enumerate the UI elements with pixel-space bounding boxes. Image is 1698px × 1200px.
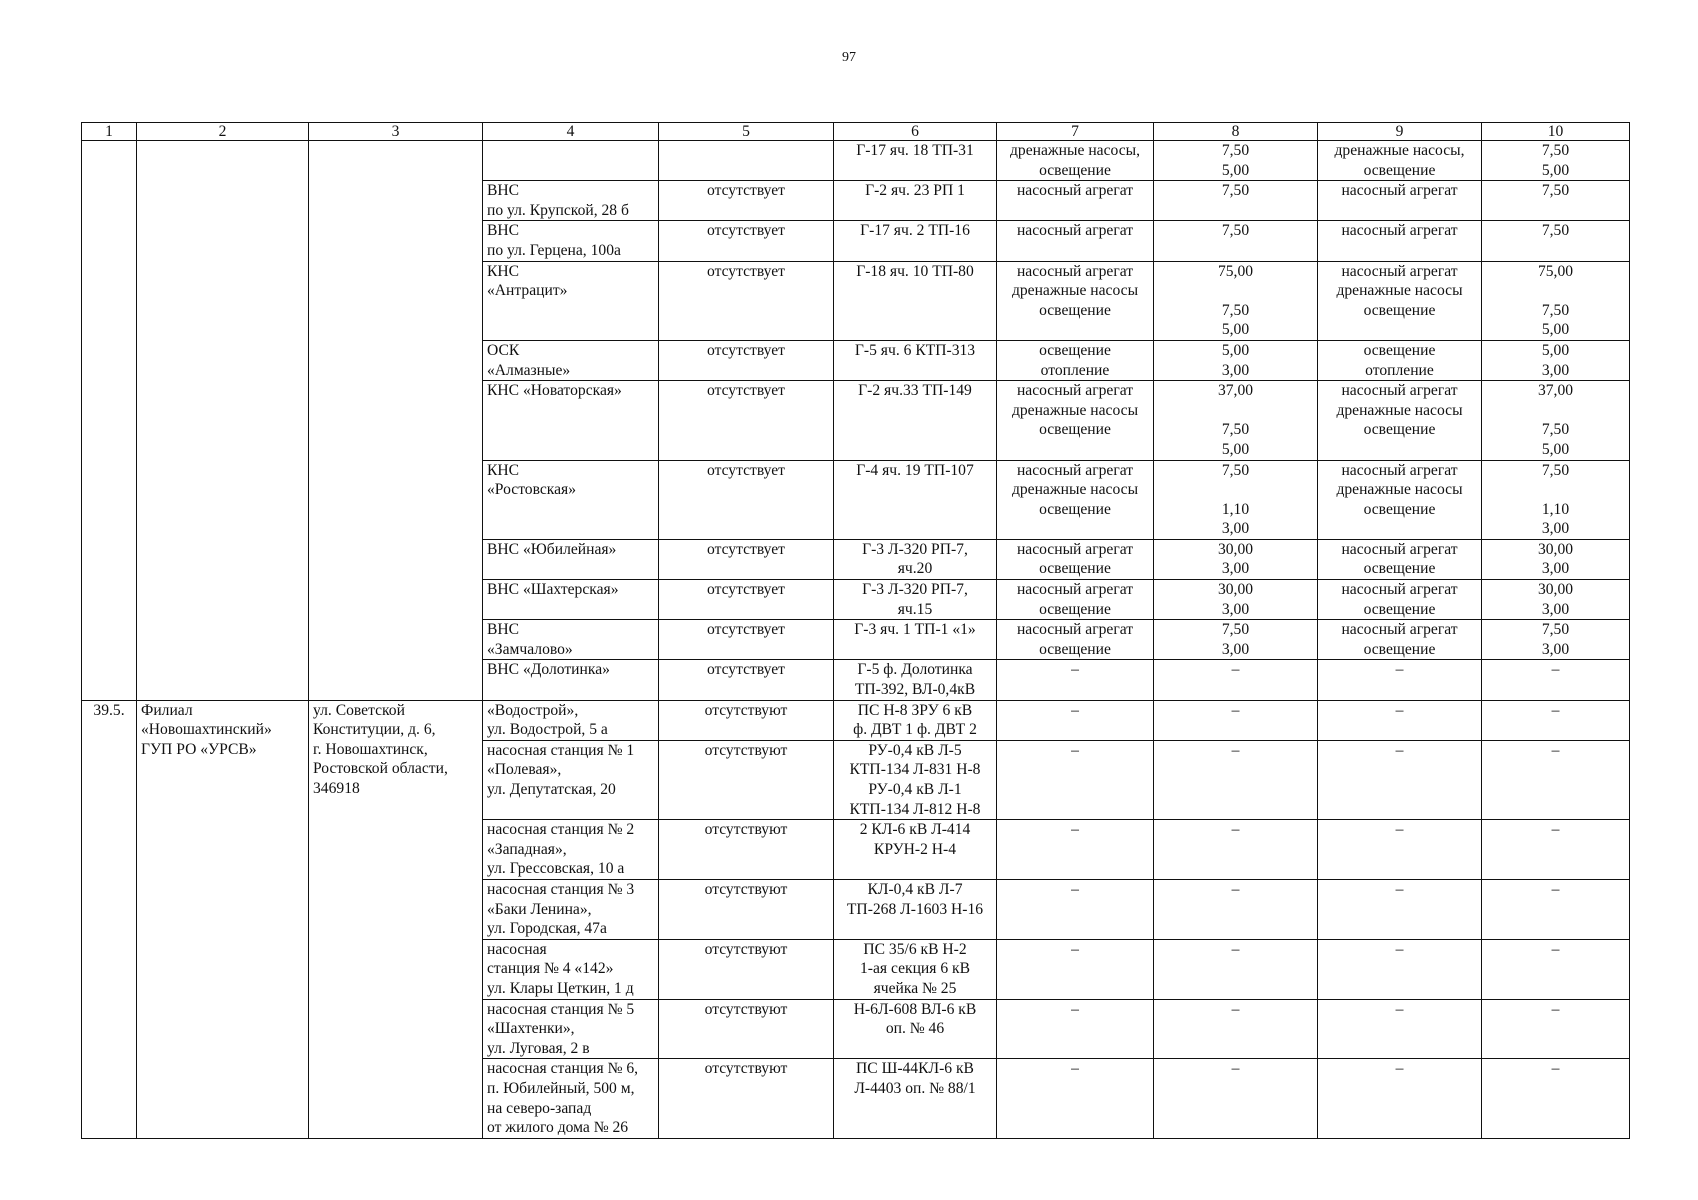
connection-point-cell: 2 КЛ-6 кВ Л-414 КРУН-2 Н-4 <box>834 820 997 880</box>
column-header-10: 10 <box>1482 123 1630 141</box>
connection-point-cell: Г-3 яч. 1 ТП-1 «1» <box>834 620 997 660</box>
equipment-cell: насосный агрегат дренажные насосы освещение <box>997 460 1154 539</box>
dash-cell: – <box>997 820 1154 880</box>
availability-cell: отсутствуют <box>659 1059 834 1138</box>
equipment-cell: насосный агрегат дренажные насосы освещение <box>1318 460 1482 539</box>
equipment-cell: насосный агрегат дренажные насосы освещение <box>997 261 1154 340</box>
dash-cell: – <box>997 1059 1154 1138</box>
column-header-8: 8 <box>1154 123 1318 141</box>
column-header-1: 1 <box>82 123 137 141</box>
column-header-2: 2 <box>137 123 309 141</box>
power-cell: 7,50 5,00 <box>1482 141 1630 181</box>
equipment-cell: насосный агрегат освещение <box>1318 580 1482 620</box>
dash-cell: – <box>1318 999 1482 1059</box>
dash-cell: – <box>1154 1059 1318 1138</box>
dash-cell: – <box>1154 939 1318 999</box>
equipment-cell: освещение отопление <box>997 340 1154 380</box>
equipment-cell: освещение отопление <box>1318 340 1482 380</box>
equipment-cell: дренажные насосы, освещение <box>1318 141 1482 181</box>
dash-cell: – <box>1318 879 1482 939</box>
object-name-cell: ВНС «Шахтерская» <box>483 580 659 620</box>
equipment-cell: насосный агрегат дренажные насосы освещение <box>997 381 1154 460</box>
connection-point-cell: Н-6Л-608 ВЛ-6 кВ оп. № 46 <box>834 999 997 1059</box>
page-number: 97 <box>842 50 856 65</box>
connection-point-cell: ПС Ш-44КЛ-6 кВ Л-4403 оп. № 88/1 <box>834 1059 997 1138</box>
dash-cell: – <box>1154 700 1318 740</box>
connection-point-cell: Г-5 яч. 6 КТП-313 <box>834 340 997 380</box>
equipment-cell: насосный агрегат освещение <box>1318 620 1482 660</box>
column-header-row <box>82 123 1630 141</box>
availability-cell: отсутствует <box>659 660 834 700</box>
dash-cell: – <box>1318 740 1482 819</box>
empty-cell-col1 <box>82 141 137 701</box>
object-name-cell: насосная станция № 5 «Шахтенки», ул. Луговая, 2 в <box>483 999 659 1059</box>
availability-cell: отсутствует <box>659 261 834 340</box>
connection-point-cell: ПС 35/6 кВ Н-2 1-ая секция 6 кВ ячейка № 25 <box>834 939 997 999</box>
object-name-cell: «Водострой», ул. Водострой, 5 а <box>483 700 659 740</box>
power-cell: 30,00 3,00 <box>1154 580 1318 620</box>
empty-cell-col2 <box>137 141 309 701</box>
power-cell: 7,50 1,10 3,00 <box>1482 460 1630 539</box>
power-cell: 75,00 7,50 5,00 <box>1482 261 1630 340</box>
object-name-cell: ВНС по ул. Герцена, 100а <box>483 221 659 261</box>
availability-cell: отсутствует <box>659 620 834 660</box>
power-cell: 37,00 7,50 5,00 <box>1154 381 1318 460</box>
power-cell: 30,00 3,00 <box>1154 539 1318 579</box>
equipment-cell: насосный агрегат освещение <box>997 539 1154 579</box>
branch-number-cell: 39.5. <box>82 700 137 1138</box>
power-cell: 5,00 3,00 <box>1154 340 1318 380</box>
availability-cell: отсутствуют <box>659 939 834 999</box>
availability-cell: отсутствуют <box>659 740 834 819</box>
power-cell: 5,00 3,00 <box>1482 340 1630 380</box>
power-cell: – <box>1482 660 1630 700</box>
object-name-cell: ВНС «Замчалово» <box>483 620 659 660</box>
connection-point-cell: Г-5 ф. Долотинка ТП-392, ВЛ-0,4кВ <box>834 660 997 700</box>
equipment-cell: – <box>997 660 1154 700</box>
dash-cell: – <box>1154 879 1318 939</box>
power-cell: 7,50 5,00 <box>1154 141 1318 181</box>
power-cell: – <box>1154 660 1318 700</box>
power-cell: 7,50 <box>1482 181 1630 221</box>
equipment-cell: насосный агрегат дренажные насосы освещение <box>1318 381 1482 460</box>
connection-point-cell: Г-3 Л-320 РП-7, яч.20 <box>834 539 997 579</box>
equipment-cell: насосный агрегат освещение <box>997 580 1154 620</box>
object-name-cell: насосная станция № 4 «142» ул. Клары Цеткин, 1 д <box>483 939 659 999</box>
connection-point-cell: Г-3 Л-320 РП-7, яч.15 <box>834 580 997 620</box>
object-name-cell: ВНС «Долотинка» <box>483 660 659 700</box>
connection-point-cell: РУ-0,4 кВ Л-5 КТП-134 Л-831 Н-8 РУ-0,4 кВ Л-1 КТП-134 Л-812 Н-8 <box>834 740 997 819</box>
object-name-cell: ОСК «Алмазные» <box>483 340 659 380</box>
availability-cell: отсутствуют <box>659 999 834 1059</box>
connection-point-cell: Г-17 яч. 2 ТП-16 <box>834 221 997 261</box>
connection-point-cell: КЛ-0,4 кВ Л-7 ТП-268 Л-1603 Н-16 <box>834 879 997 939</box>
dash-cell: – <box>997 740 1154 819</box>
object-name-cell: КНС «Ростовская» <box>483 460 659 539</box>
dash-cell: – <box>1154 999 1318 1059</box>
dash-cell: – <box>1482 820 1630 880</box>
power-cell: 7,50 <box>1482 221 1630 261</box>
column-header-5: 5 <box>659 123 834 141</box>
object-name-cell: насосная станция № 2 «Западная», ул. Грессовская, 10 а <box>483 820 659 880</box>
object-name-cell: КНС «Новаторская» <box>483 381 659 460</box>
connection-point-cell: Г-17 яч. 18 ТП-31 <box>834 141 997 181</box>
dash-cell: – <box>1482 740 1630 819</box>
dash-cell: – <box>1482 879 1630 939</box>
empty-cell-col3 <box>309 141 483 701</box>
branch-name-cell: Филиал «Новошахтинский» ГУП РО «УРСВ» <box>137 700 309 1138</box>
availability-cell: отсутствует <box>659 539 834 579</box>
object-name-cell: насосная станция № 3 «Баки Ленина», ул. Городская, 47а <box>483 879 659 939</box>
equipment-cell: дренажные насосы, освещение <box>997 141 1154 181</box>
dash-cell: – <box>1154 740 1318 819</box>
connection-point-cell: Г-2 яч.33 ТП-149 <box>834 381 997 460</box>
equipment-cell: насосный агрегат <box>997 181 1154 221</box>
dash-cell: – <box>1482 1059 1630 1138</box>
dash-cell: – <box>1318 700 1482 740</box>
object-name-cell: ВНС по ул. Крупской, 28 б <box>483 181 659 221</box>
equipment-cell: насосный агрегат дренажные насосы освещение <box>1318 261 1482 340</box>
power-cell: 7,50 <box>1154 181 1318 221</box>
dash-cell: – <box>1482 939 1630 999</box>
column-header-3: 3 <box>309 123 483 141</box>
power-cell: 30,00 3,00 <box>1482 539 1630 579</box>
column-header-4: 4 <box>483 123 659 141</box>
availability-cell <box>659 141 834 181</box>
dash-cell: – <box>1482 999 1630 1059</box>
table-row <box>82 141 1630 181</box>
power-cell: 7,50 3,00 <box>1482 620 1630 660</box>
availability-cell: отсутствует <box>659 580 834 620</box>
equipment-cell: насосный агрегат освещение <box>1318 539 1482 579</box>
power-cell: 7,50 <box>1154 221 1318 261</box>
dash-cell: – <box>997 999 1154 1059</box>
equipment-cell: насосный агрегат <box>1318 181 1482 221</box>
power-cell: 37,00 7,50 5,00 <box>1482 381 1630 460</box>
availability-cell: отсутствует <box>659 340 834 380</box>
equipment-cell: насосный агрегат <box>1318 221 1482 261</box>
connection-point-cell: Г-2 яч. 23 РП 1 <box>834 181 997 221</box>
dash-cell: – <box>997 939 1154 999</box>
object-name-cell: насосная станция № 6, п. Юбилейный, 500 м, на северо-запад от жилого дома № 26 <box>483 1059 659 1138</box>
dash-cell: – <box>997 700 1154 740</box>
equipment-cell: насосный агрегат <box>997 221 1154 261</box>
dash-cell: – <box>997 879 1154 939</box>
object-name-cell <box>483 141 659 181</box>
table-row <box>82 700 1630 740</box>
column-header-6: 6 <box>834 123 997 141</box>
dash-cell: – <box>1154 820 1318 880</box>
dash-cell: – <box>1318 1059 1482 1138</box>
power-cell: 75,00 7,50 5,00 <box>1154 261 1318 340</box>
availability-cell: отсутствует <box>659 381 834 460</box>
power-cell: 7,50 3,00 <box>1154 620 1318 660</box>
object-name-cell: ВНС «Юбилейная» <box>483 539 659 579</box>
dash-cell: – <box>1318 820 1482 880</box>
equipment-cell: насосный агрегат освещение <box>997 620 1154 660</box>
power-cell: 30,00 3,00 <box>1482 580 1630 620</box>
dash-cell: – <box>1318 939 1482 999</box>
document-table <box>81 122 1630 1139</box>
availability-cell: отсутствует <box>659 221 834 261</box>
availability-cell: отсутствует <box>659 460 834 539</box>
connection-point-cell: Г-18 яч. 10 ТП-80 <box>834 261 997 340</box>
column-header-7: 7 <box>997 123 1154 141</box>
connection-point-cell: ПС Н-8 ЗРУ 6 кВ ф. ДВТ 1 ф. ДВТ 2 <box>834 700 997 740</box>
dash-cell: – <box>1482 700 1630 740</box>
connection-point-cell: Г-4 яч. 19 ТП-107 <box>834 460 997 539</box>
equipment-cell: – <box>1318 660 1482 700</box>
availability-cell: отсутствуют <box>659 700 834 740</box>
branch-address-cell: ул. Советской Конституции, д. 6, г. Новошахтинск, Ростовской области, 346918 <box>309 700 483 1138</box>
column-header-9: 9 <box>1318 123 1482 141</box>
availability-cell: отсутствуют <box>659 820 834 880</box>
availability-cell: отсутствует <box>659 181 834 221</box>
object-name-cell: КНС «Антрацит» <box>483 261 659 340</box>
availability-cell: отсутствуют <box>659 879 834 939</box>
object-name-cell: насосная станция № 1 «Полевая», ул. Депутатская, 20 <box>483 740 659 819</box>
power-cell: 7,50 1,10 3,00 <box>1154 460 1318 539</box>
